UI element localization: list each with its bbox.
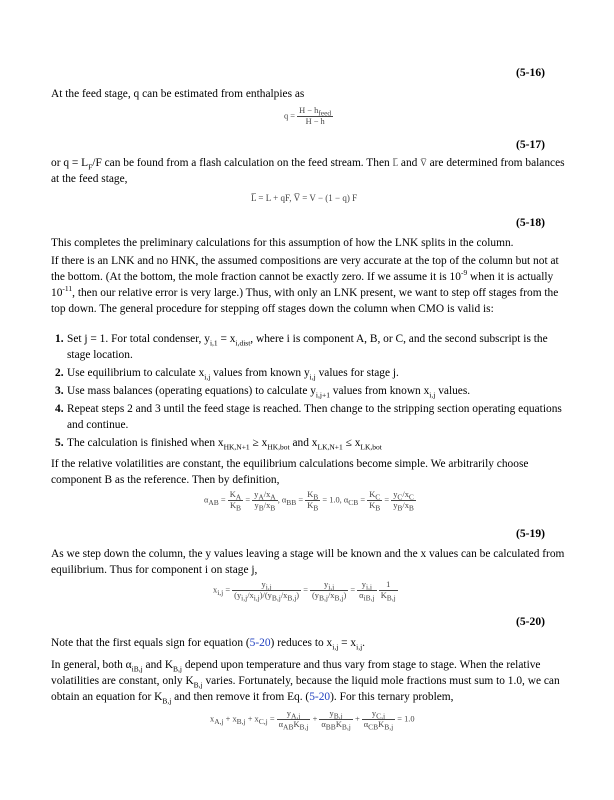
equation-number-5-16: (5-16) bbox=[516, 66, 545, 79]
paragraph-feed-stage: At the feed stage, q can be estimated from enthalpies as bbox=[51, 88, 305, 100]
equation-number-5-17: (5-17) bbox=[516, 138, 545, 151]
equation-number-5-18: (5-18) bbox=[516, 216, 545, 229]
paragraph-lnk-procedure: If there is an LNK and no HNK, the assumed compositions are very accurate at the top of the column but not at the bottom. (At the bottom, the mole fraction cannot be exactly zero. If we assume it is $10^{-9}$ when it is actually $10^{-11}$, then our relative error is very large.) Thus, with only an LNK present, we want to step off stages from the top down. The general procedure for stepping off stages down the column when CMO is valid is: bbox=[51, 255, 559, 315]
procedure-steps-list bbox=[51, 331, 566, 453]
eq-q-denominator: H − h bbox=[305, 117, 325, 126]
paragraph-flash: or $q = L_F/F$ can be found from a flash calculation on the feed stream. Then L̅ and V̅ are determined from balances at the feed stage, bbox=[51, 157, 565, 185]
equation-number-5-20: (5-20) bbox=[516, 615, 545, 628]
equation-feed-balances: L̅ = L + qF, V̅ = V − (1 − q) F bbox=[251, 193, 358, 203]
equation-liquid-mole-fraction: $x_{i,j}$ = $\frac{y_{i,j}}{(y_{i,j}/x_{i,j})/(y_{B,j}/x_{B,j})}$ = $\frac{y_{i,j}}{(y_{B,j}/x_{B,j})}$ = $\frac{y_{i,j}}{\alpha_{iB,j}}$ $\frac{1}{K_{B,j}}$ bbox=[213, 580, 396, 603]
equation-number-5-19: (5-19) bbox=[516, 527, 545, 540]
list-item: 1. Set j = 1. For total condenser, $y_{i,1} = x_{i,dist}$, where i is component A, B, or C, and the second subscript is the stage location. bbox=[55, 333, 548, 361]
list-item: 4. Repeat steps 2 and 3 until the feed stage is reached. Then change to the stripping section operating equations and continue. bbox=[55, 403, 562, 431]
eq-q-lhs: q = bbox=[284, 111, 296, 121]
paragraph-note: Note that the first equals sign for equation (5-20) reduces to $x_{i,j} = x_{i,j}$. bbox=[51, 637, 366, 652]
equation-relative-volatility: $\alpha_{AB}$ = $\frac{K_A}{K_B}$ = $\frac{y_A/x_A}{y_B/x_B}$ , $\alpha_{BB}$ = $\frac{K_B}{K_B}$ = 1.0, $\alpha_{CB}$ = $\frac{K_C}{K_B}$ = $\frac{y_C/x_C}{y_B/x_B}$ bbox=[204, 490, 414, 513]
equation-q-enthalpy bbox=[284, 106, 333, 127]
eq-q-fraction bbox=[297, 106, 333, 127]
equation-5-20-link[interactable]: 5-20 bbox=[249, 637, 271, 649]
paragraph-relative-volatility: If the relative volatilities are constant, the equilibrium calculations become simple. We arbitrarily choose component B as the reference. Then by definition, bbox=[51, 458, 529, 486]
list-item: 2. Use equilibrium to calculate $x_{i,j}$ values from known $y_{i,j}$ values for stage j. bbox=[55, 367, 399, 382]
equation-mole-fraction-sum: $x_{A,j} + x_{B,j} + x_{C,j}$ = $\frac{y_{A,j}}{\alpha_{AB}K_{B,j}}$ + $\frac{y_{B,j}}{\alpha_{BB}K_{B,j}}$ + $\frac{y_{C,j}}{\alpha_{CB}K_{B,j}}$ = 1.0 bbox=[210, 709, 415, 732]
paragraph-in-general: In general, both $\alpha_{iB,j}$ and $K_{B,j}$ depend upon temperature and thus vary from stage to stage. When the relative volatilities are constant, only $K_{B,j}$ varies. Fortunately, because the liquid mole fractions must sum to 1.0, we can obtain an equation for $K_{B,j}$ and then remove it from Eq. (5-20). For this ternary problem, bbox=[51, 659, 560, 706]
paragraph-step-down: As we step down the column, the y values leaving a stage will be known and the x values can be calculated from equilibrium. Thus for component i on stage j, bbox=[51, 548, 565, 576]
equation-5-20-link[interactable]: 5-20 bbox=[309, 691, 331, 703]
eq-q-numerator: $H - h_{feed}$ bbox=[299, 106, 332, 118]
paragraph-preliminary-complete: This completes the preliminary calculations for this assumption of how the LNK splits in the column. bbox=[51, 237, 514, 249]
list-item: 3. Use mass balances (operating equations) to calculate $y_{i,j+1}$ values from known $x_{i,j}$ values. bbox=[55, 385, 471, 400]
list-item: 5. The calculation is finished when $x_{HK,N+1} \ge x_{HK,bot}$ and $x_{LK,N+1} \le x_{LK,bot}$ bbox=[55, 437, 382, 452]
